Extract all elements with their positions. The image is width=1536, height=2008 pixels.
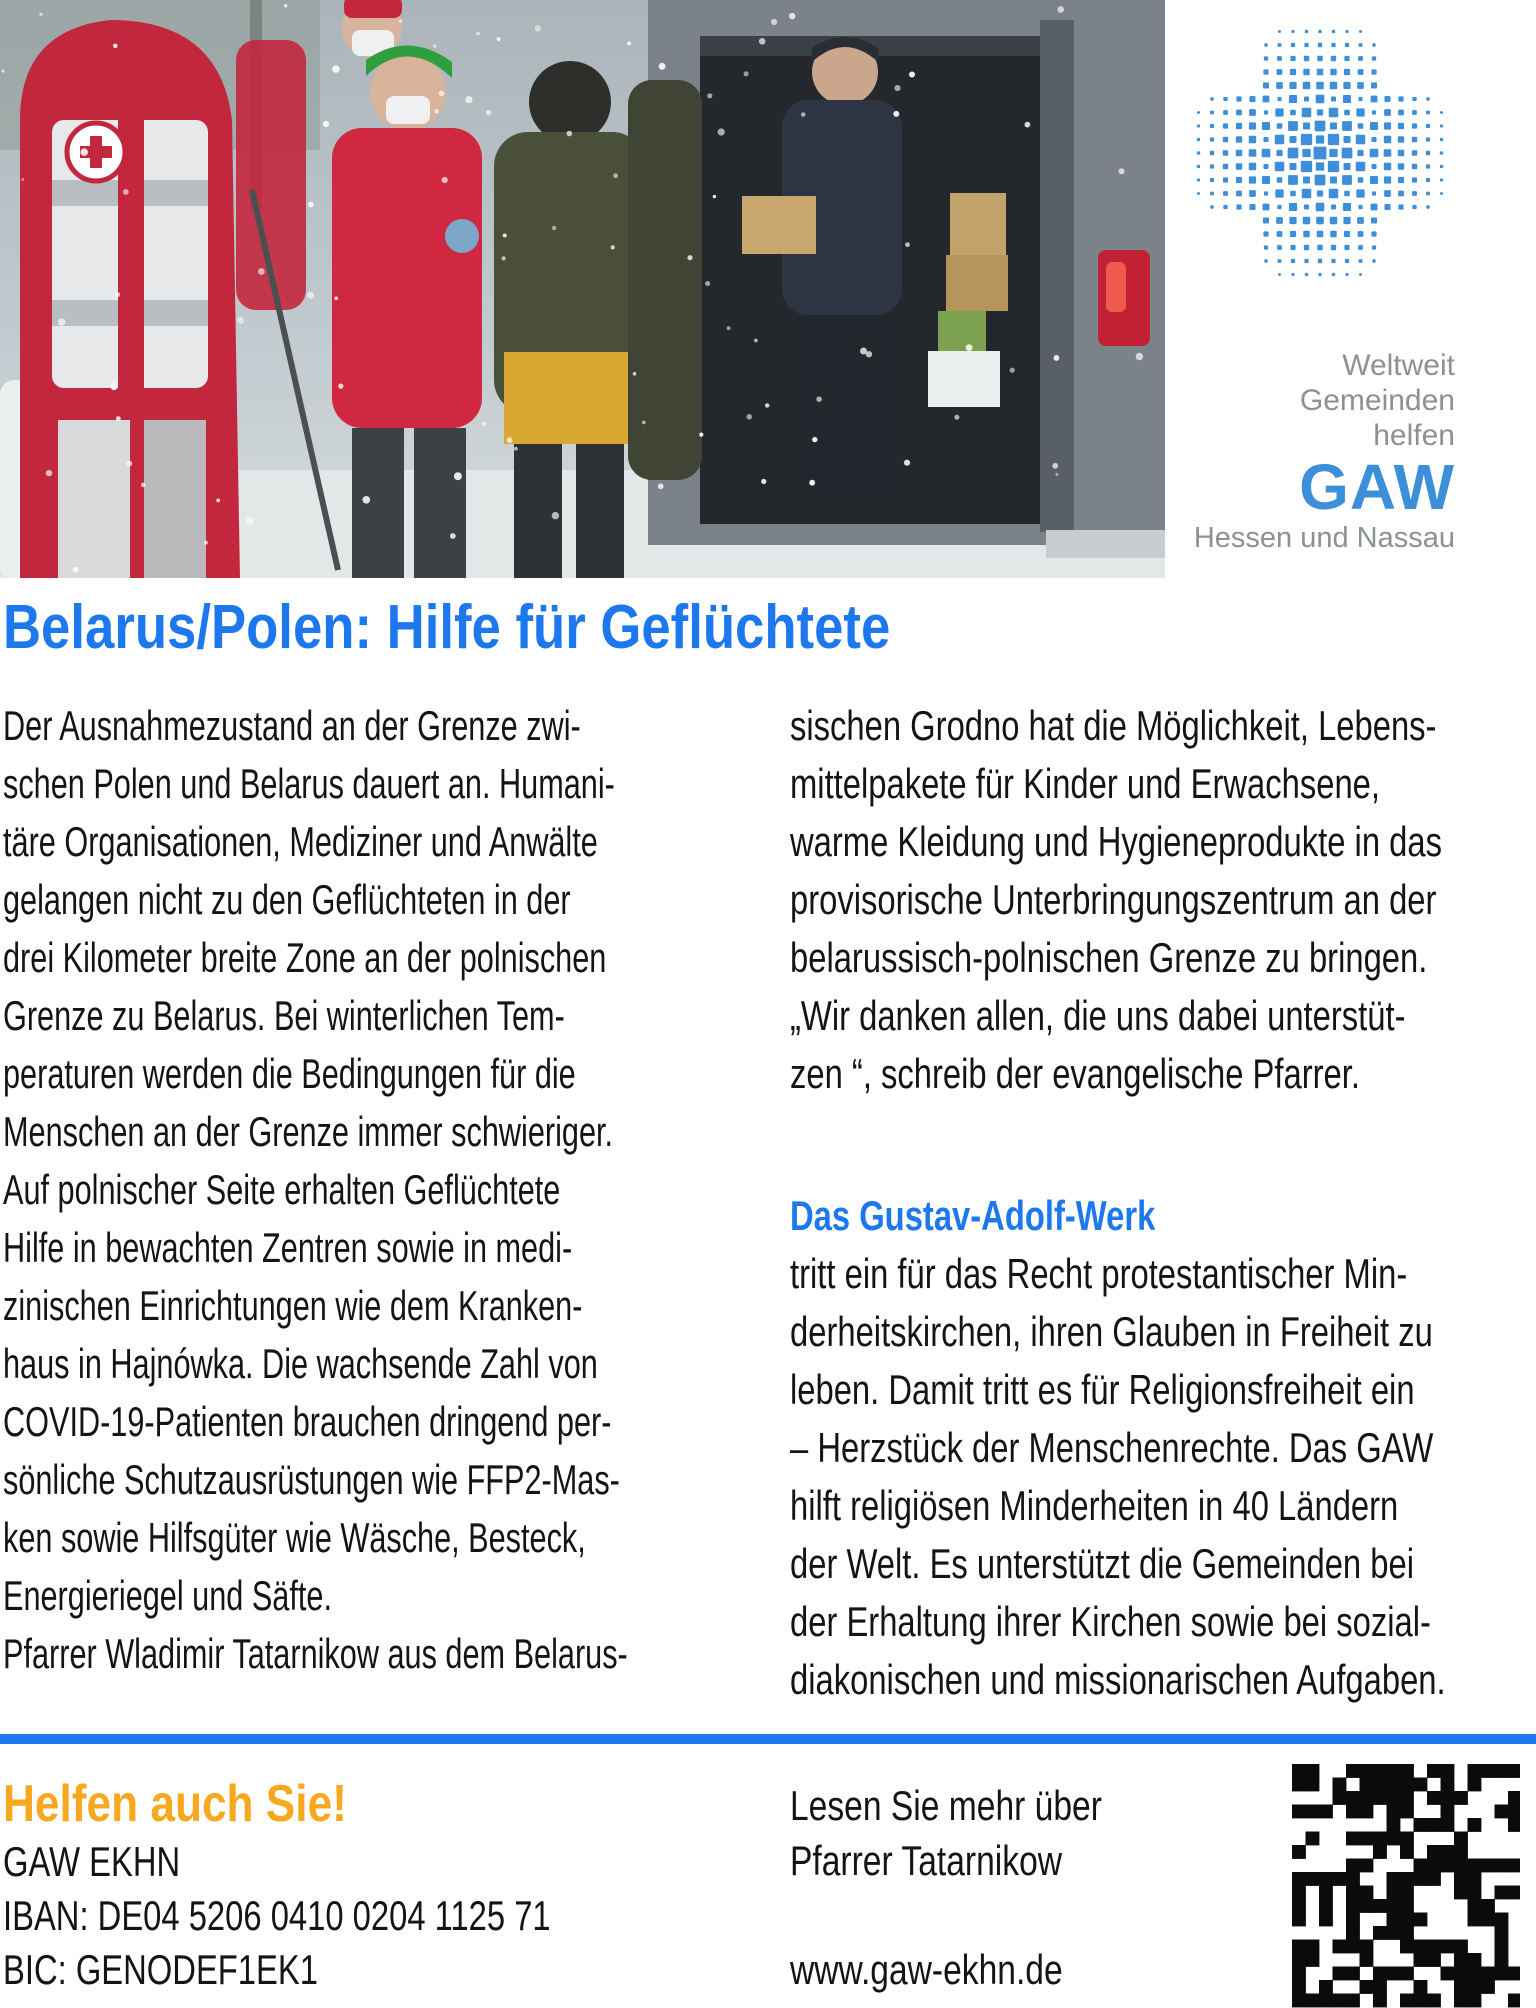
text-line: Menschen an der Grenze immer schwieriger. [3, 1108, 614, 1155]
text-line: Auf polnischer Seite erhalten Geflüchtete [3, 1166, 561, 1213]
blue-divider-rule [0, 1734, 1536, 1744]
text-line: sönliche Schutzausrüstungen wie FFP2-Mas- [3, 1456, 620, 1503]
carried-box [742, 196, 816, 254]
text-line: tritt ein für das Recht protestantischer Min- [790, 1250, 1408, 1297]
logo-text-block [1165, 348, 1455, 555]
text-line: zinischen Einrichtungen wie dem Kranken- [3, 1282, 583, 1329]
text-line: der Erhaltung ihrer Kirchen sowie bei sozial- [790, 1598, 1431, 1645]
text-line: BIC: GENODEF1EK1 [3, 1946, 318, 1993]
red-jacket [332, 128, 482, 428]
aid-box [950, 193, 1006, 255]
article-left-column [3, 697, 704, 1683]
text-line: mittelpakete für Kinder und Erwachsene, [790, 760, 1381, 807]
text-line: „Wir danken allen, die uns dabei unterstüt- [790, 992, 1406, 1039]
more-info-block [790, 1778, 1350, 1888]
text-line: derheitskirchen, ihren Glauben in Freiheit zu [790, 1308, 1433, 1355]
black-beanie [529, 61, 611, 143]
text-line: sischen Grodno hat die Möglichkeit, Lebens- [790, 702, 1437, 749]
blue-glove [445, 219, 479, 253]
text-line: provisorische Unterbringungszentrum an der [790, 876, 1437, 923]
text-line: schen Polen und Belarus dauert an. Humani- [3, 760, 615, 807]
white-box [928, 351, 1000, 407]
photo-scene [0, 0, 1165, 578]
text-line: Gemeinden [1299, 384, 1455, 417]
text-line: hilft religiösen Minderheiten in 40 Ländern [790, 1482, 1399, 1529]
text-line: GAW EKHN [3, 1838, 181, 1885]
text-line: täre Organisationen, Mediziner und Anwälte [3, 818, 598, 865]
text-line: Der Ausnahmezustand an der Grenze zwi- [3, 702, 581, 749]
yellow-wrap [504, 352, 636, 444]
text-line: COVID-19-Patienten brauchen dringend per- [3, 1398, 612, 1445]
logo-name: GAW [1299, 451, 1455, 523]
logo-region: Hessen und Nassau [1193, 522, 1455, 554]
donate-cta: Helfen auch Sie! [3, 1775, 347, 1833]
text-line: belarussisch-polnischen Grenze zu bringen. [790, 934, 1428, 981]
website-link[interactable]: www.gaw-ekhn.de [790, 1946, 1063, 1993]
right-column-paragraph-2 [790, 1245, 1536, 1709]
article-right-column [790, 697, 1536, 1709]
text-line: leben. Damit tritt es für Religionsfreiheit ein [790, 1366, 1415, 1413]
red-cap [344, 0, 402, 18]
text-line: – Herzstück der Menschenrechte. Das GAW [790, 1424, 1434, 1471]
text-line: Hilfe in bewachten Zentren sowie in medi- [3, 1224, 573, 1271]
aid-box [946, 255, 1008, 311]
text-line: Energieriegel und Säfte. [3, 1572, 332, 1619]
text-line: Grenze zu Belarus. Bei winterlichen Tem- [3, 992, 565, 1039]
halftone-cross-icon [1185, 18, 1455, 288]
text-line: warme Kleidung und Hygieneprodukte in das [790, 818, 1442, 865]
text-line: Pfarrer Tatarnikow [790, 1837, 1063, 1884]
crate [938, 311, 986, 351]
gaw-logo-block [1165, 0, 1536, 578]
page-title: Belarus/Polen: Hilfe für Geflüchtete [3, 593, 891, 662]
right-column-paragraph-1 [790, 697, 1536, 1103]
donation-block [3, 1773, 903, 1997]
text-line: IBAN: DE04 5206 0410 0204 1125 71 [3, 1892, 551, 1939]
volunteer-red-cross [20, 20, 240, 578]
text-line: ken sowie Hilfsgüter wie Wäsche, Besteck, [3, 1514, 586, 1561]
section-subhead: Das Gustav-Adolf-Werk [790, 1192, 1156, 1239]
qr-code-icon [1292, 1764, 1520, 2008]
text-line: peraturen werden die Bedingungen für die [3, 1050, 576, 1097]
bank-details [3, 1835, 705, 1997]
text-line: zen “, schreib der evangelische Pfarrer. [790, 1050, 1360, 1097]
text-line: haus in Hajnówka. Die wachsende Zahl von [3, 1340, 598, 1387]
text-line: Lesen Sie mehr über [790, 1782, 1102, 1829]
text-line: diakonischen und missionarischen Aufgaben. [790, 1656, 1446, 1703]
text-line: Pfarrer Wladimir Tatarnikow aus dem Belarus- [3, 1630, 628, 1677]
face-mask [386, 96, 430, 124]
logo-tagline [1165, 348, 1455, 453]
text-line: der Welt. Es unterstützt die Gemeinden bei [790, 1540, 1414, 1587]
van [648, 0, 1165, 558]
person-dark-green [628, 80, 702, 480]
photo-refugee-aid-loading [0, 0, 1165, 578]
text-line: helfen [1373, 419, 1455, 452]
text-line: gelangen nicht zu den Geflüchteten in der [3, 876, 571, 923]
text-line: drei Kilometer breite Zone an der polnischen [3, 934, 607, 981]
text-line: Weltweit [1342, 349, 1455, 382]
